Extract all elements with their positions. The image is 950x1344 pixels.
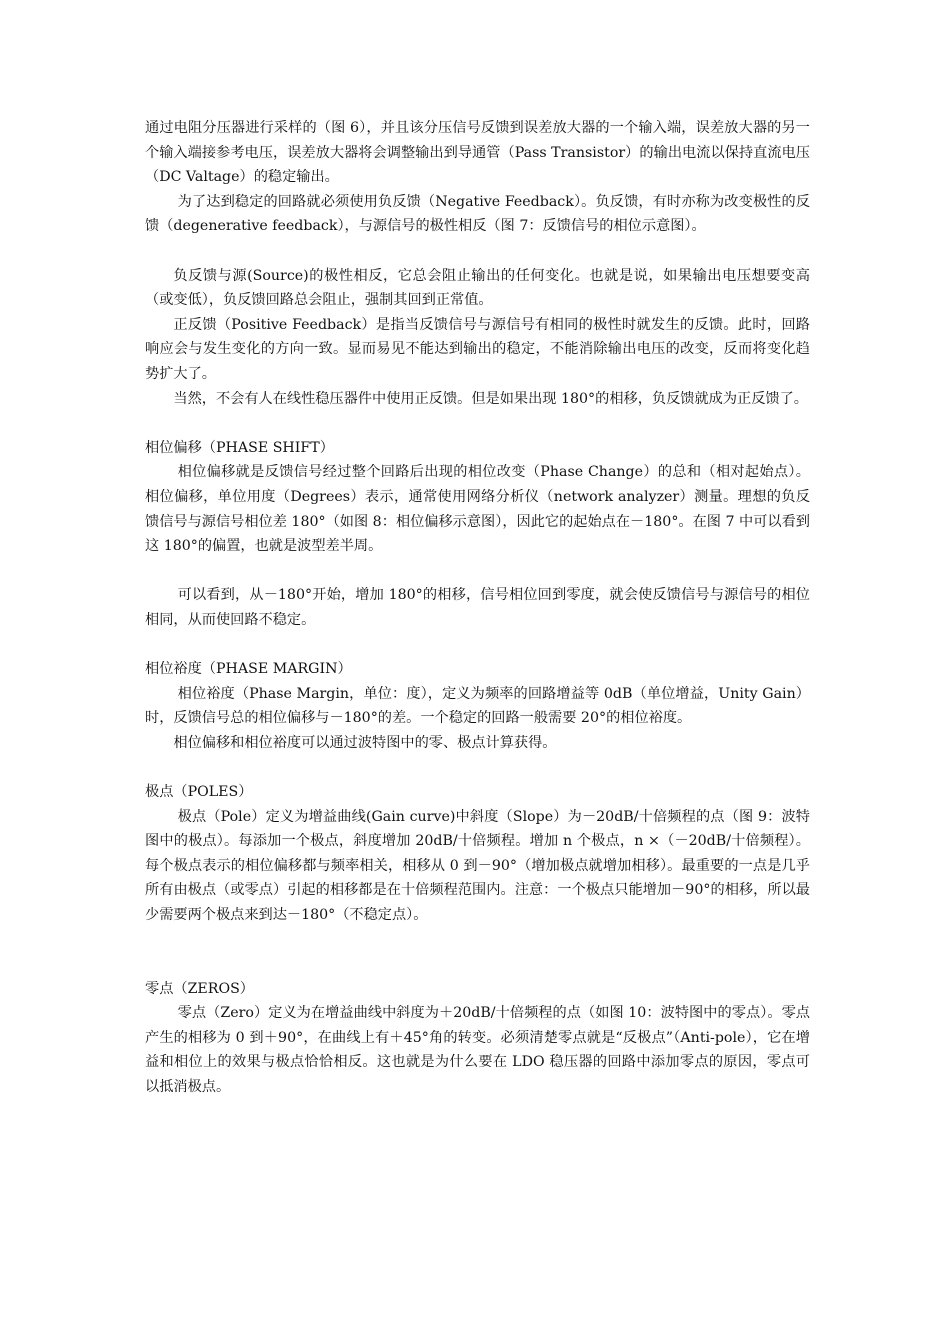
document-body bbox=[145, 116, 810, 1100]
paragraph-phase-margin-definition: 相位裕度（Phase Margin，单位：度），定义为频率的回路增益等 0dB（单位增益，Unity Gain）时，反馈信号总的相位偏移与－180°的差。一个稳定的回路一般需要 20°的相位裕度。 bbox=[145, 685, 810, 727]
spacer bbox=[145, 559, 810, 584]
paragraph-phase-return: 可以看到，从－180°开始，增加 180°的相移，信号相位回到零度，就会使反馈信号与源信号的相位相同，从而使回路不稳定。 bbox=[145, 587, 810, 628]
section-heading-poles: 极点（POLES） bbox=[145, 784, 253, 801]
paragraph-negative-feedback: 为了达到稳定的回路就必须使用负反馈（Negative Feedback）。负反馈，有时亦称为改变极性的反馈（degenerative feedback），与源信号的极性相反（图 7：反馈信号的相位示意图）。 bbox=[145, 193, 810, 235]
spacer bbox=[145, 632, 810, 657]
spacer bbox=[145, 755, 810, 780]
section-heading-zeros: 零点（ZEROS） bbox=[145, 980, 254, 997]
section-heading-phase-margin: 相位裕度（PHASE MARGIN） bbox=[145, 661, 352, 678]
paragraph-positive-feedback: 正反馈（Positive Feedback）是指当反馈信号与源信号有相同的极性时就发生的反馈。此时，回路响应会与发生变化的方向一致。显而易见不能达到输出的稳定，不能消除输出电压的改变，反而将变化趋势扩大了。 bbox=[145, 316, 810, 382]
spacer bbox=[145, 411, 810, 436]
paragraph-zeros-definition: 零点（Zero）定义为在增益曲线中斜度为＋20dB/十倍频程的点（如图 10：波特图中的零点）。零点产生的相移为 0 到＋90°，在曲线上有＋45°角的转变。必须清楚零点就是“反极点”（Anti-pole），它在增益和相位上的效果与极点恰恰相反。这也就是为什么要在 LDO 稳压器的回路中添加零点的原因，零点可以抵消极点。 bbox=[145, 1005, 810, 1095]
paragraph-source-polarity: 负反馈与源(Source)的极性相反，它总会阻止输出的任何变化。也就是说，如果输出电压想要变高（或变低），负反馈回路总会阻止，强制其回到正常值。 bbox=[145, 267, 810, 309]
section-heading-phase-shift: 相位偏移（PHASE SHIFT） bbox=[145, 439, 334, 456]
paragraph-sampling: 通过电阻分压器进行采样的（图 6），并且该分压信号反馈到误差放大器的一个输入端，误差放大器的另一个输入端接参考电压，误差放大器将会调整输出到导通管（Pass Transistor）的输出电流以保持直流电压（DC Valtage）的稳定输出。 bbox=[145, 120, 810, 186]
paragraph-phase-shift-definition: 相位偏移就是反馈信号经过整个回路后出现的相位改变（Phase Change）的总和（相对起始点）。相位偏移，单位用度（Degrees）表示，通常使用网络分析仪（network analyzer）测量。理想的负反馈信号与源信号相位差 180°（如图 8：相位偏移示意图），因此它的起始点在－180°。在图 7 中可以看到这 180°的偏置，也就是波型差半周。 bbox=[145, 464, 810, 555]
paragraph-phase-shift-180: 当然，不会有人在线性稳压器件中使用正反馈。但是如果出现 180°的相移，负反馈就成为正反馈了。 bbox=[173, 390, 808, 407]
spacer bbox=[145, 239, 810, 264]
paragraph-bode-calculation: 相位偏移和相位裕度可以通过波特图中的零、极点计算获得。 bbox=[173, 734, 557, 751]
spacer bbox=[145, 928, 810, 977]
paragraph-poles-definition: 极点（Pole）定义为增益曲线(Gain curve)中斜度（Slope）为－20dB/十倍频程的点（图 9：波特图中的极点）。每添加一个极点，斜度增加 20dB/十倍频程。增加 n 个极点，n ×（－20dB/十倍频程）。每个极点表示的相位偏移都与频率相关，相移从 0 到－90°（增加极点就增加相移）。最重要的一点是几乎所有由极点（或零点）引起的相移都是在十倍频程范围内。注意：一个极点只能增加－90°的相移，所以最少需要两个极点来到达－180°（不稳定点）。 bbox=[145, 808, 810, 923]
